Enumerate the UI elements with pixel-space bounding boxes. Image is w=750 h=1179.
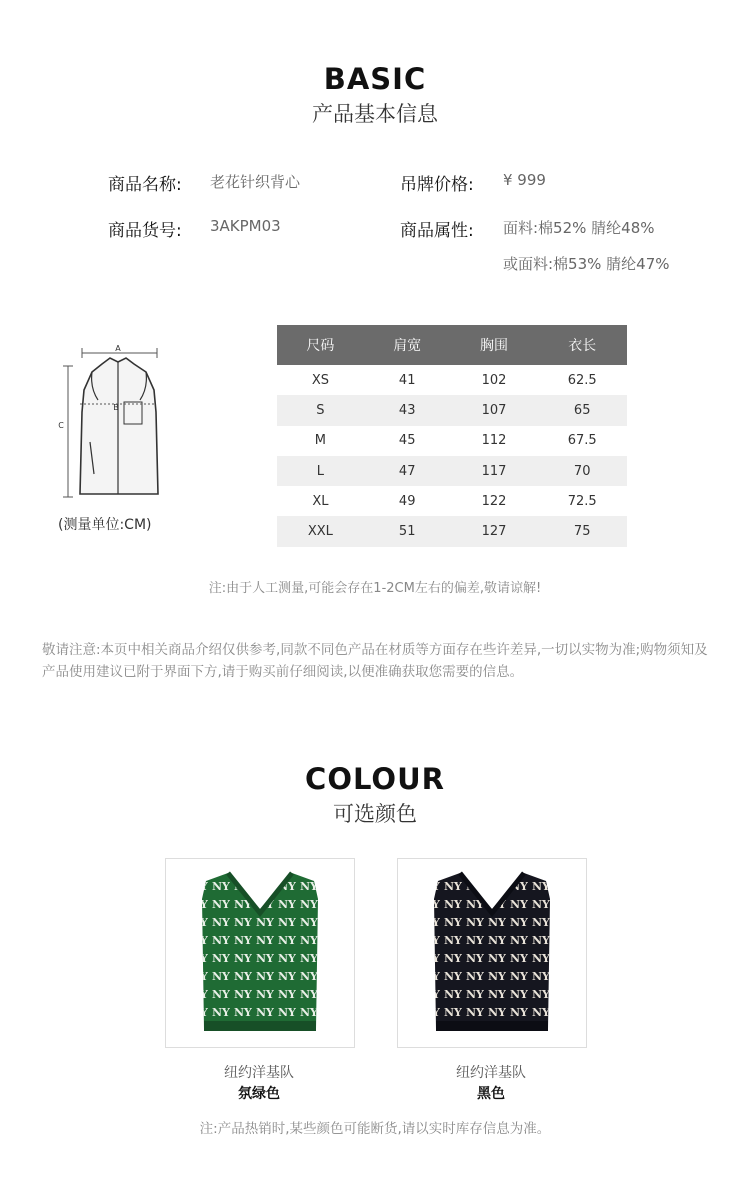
colour-name-black: 黑色 (477, 1086, 505, 1102)
basic-title-en: BASIC (323, 62, 427, 96)
table-cell: 65 (537, 395, 627, 425)
product-name-label: 商品名称: (108, 175, 182, 195)
colour-title-cn: 可选颜色 (333, 802, 417, 826)
header-chest: 胸围 (451, 325, 538, 365)
stock-note: 注:产品热销时,某些颜色可能断货,请以实时库存信息为准。 (199, 1121, 551, 1137)
size-table-header (277, 325, 627, 365)
table-row (277, 426, 627, 456)
table-cell: 122 (481, 493, 507, 509)
product-code-label: 商品货号: (108, 221, 182, 241)
table-cell: S (277, 395, 364, 425)
table-cell: XL (312, 493, 329, 509)
table-cell: L (277, 456, 364, 486)
colour-name-green: 氛绿色 (238, 1086, 280, 1102)
colour-title-en: COLOUR (305, 762, 445, 796)
table-cell: M (314, 433, 326, 449)
table-cell: XS (311, 372, 329, 388)
attributes-value-1: 面料:棉52% 腈纶48% (503, 219, 655, 237)
table-cell: 47 (364, 456, 451, 486)
table-cell: 62.5 (567, 372, 597, 388)
colour-team-black: 纽约洋基队 (456, 1065, 526, 1081)
header-length: 衣长 (537, 325, 627, 365)
size-table (277, 325, 627, 547)
table-row (277, 456, 627, 486)
table-cell: 70 (537, 456, 627, 486)
header-size: 尺码 (277, 325, 364, 365)
table-cell: 102 (481, 372, 507, 388)
table-cell: 112 (481, 433, 507, 449)
table-cell: 49 (398, 493, 416, 509)
label-a: A (115, 344, 121, 353)
colour-option-black[interactable] (397, 858, 587, 1048)
table-cell: 72.5 (567, 493, 597, 509)
price-label: 吊牌价格: (400, 175, 474, 195)
table-cell: 75 (537, 516, 627, 546)
table-cell: 45 (398, 433, 416, 449)
price-value: ¥ 999 (503, 171, 546, 189)
label-c: C (58, 421, 64, 430)
basic-title-cn: 产品基本信息 (312, 102, 438, 126)
attributes-value-2: 或面料:棉53% 腈纶47% (503, 255, 670, 273)
table-row (277, 365, 627, 395)
table-cell: 51 (364, 516, 451, 546)
measurement-note: 注:由于人工测量,可能会存在1-2CM左右的偏差,敬请谅解! (208, 581, 542, 596)
table-row (277, 516, 627, 546)
disclaimer-text: 敬请注意:本页中相关商品介绍仅供参考,同款不同色产品在材质等方面存在些许差异,一切以实物为准;购物须知及产品使用建议已附于界面下方,请于购买前仔细阅读,以便准确获取您需要的信息。 (42, 642, 708, 680)
table-cell: 67.5 (567, 433, 597, 449)
colour-option-green[interactable] (165, 858, 355, 1048)
attributes-label: 商品属性: (400, 221, 474, 241)
table-row (277, 486, 627, 516)
table-cell: 127 (451, 516, 538, 546)
table-cell: 41 (398, 372, 416, 388)
colour-team-green: 纽约洋基队 (224, 1065, 294, 1081)
header-shoulder: 肩宽 (364, 325, 451, 365)
product-code-value: 3AKPM03 (210, 217, 281, 235)
table-cell: XXL (277, 516, 364, 546)
vest-image-green (166, 859, 354, 1047)
product-name-value: 老花针织背心 (210, 173, 301, 191)
label-b: B (113, 403, 119, 412)
table-cell: 117 (451, 456, 538, 486)
vest-measurement-diagram (50, 342, 165, 502)
table-cell: 107 (451, 395, 538, 425)
table-row (277, 395, 627, 425)
table-cell: 43 (364, 395, 451, 425)
unit-note: (测量单位:CM) (58, 517, 152, 533)
vest-image-black (398, 859, 586, 1047)
